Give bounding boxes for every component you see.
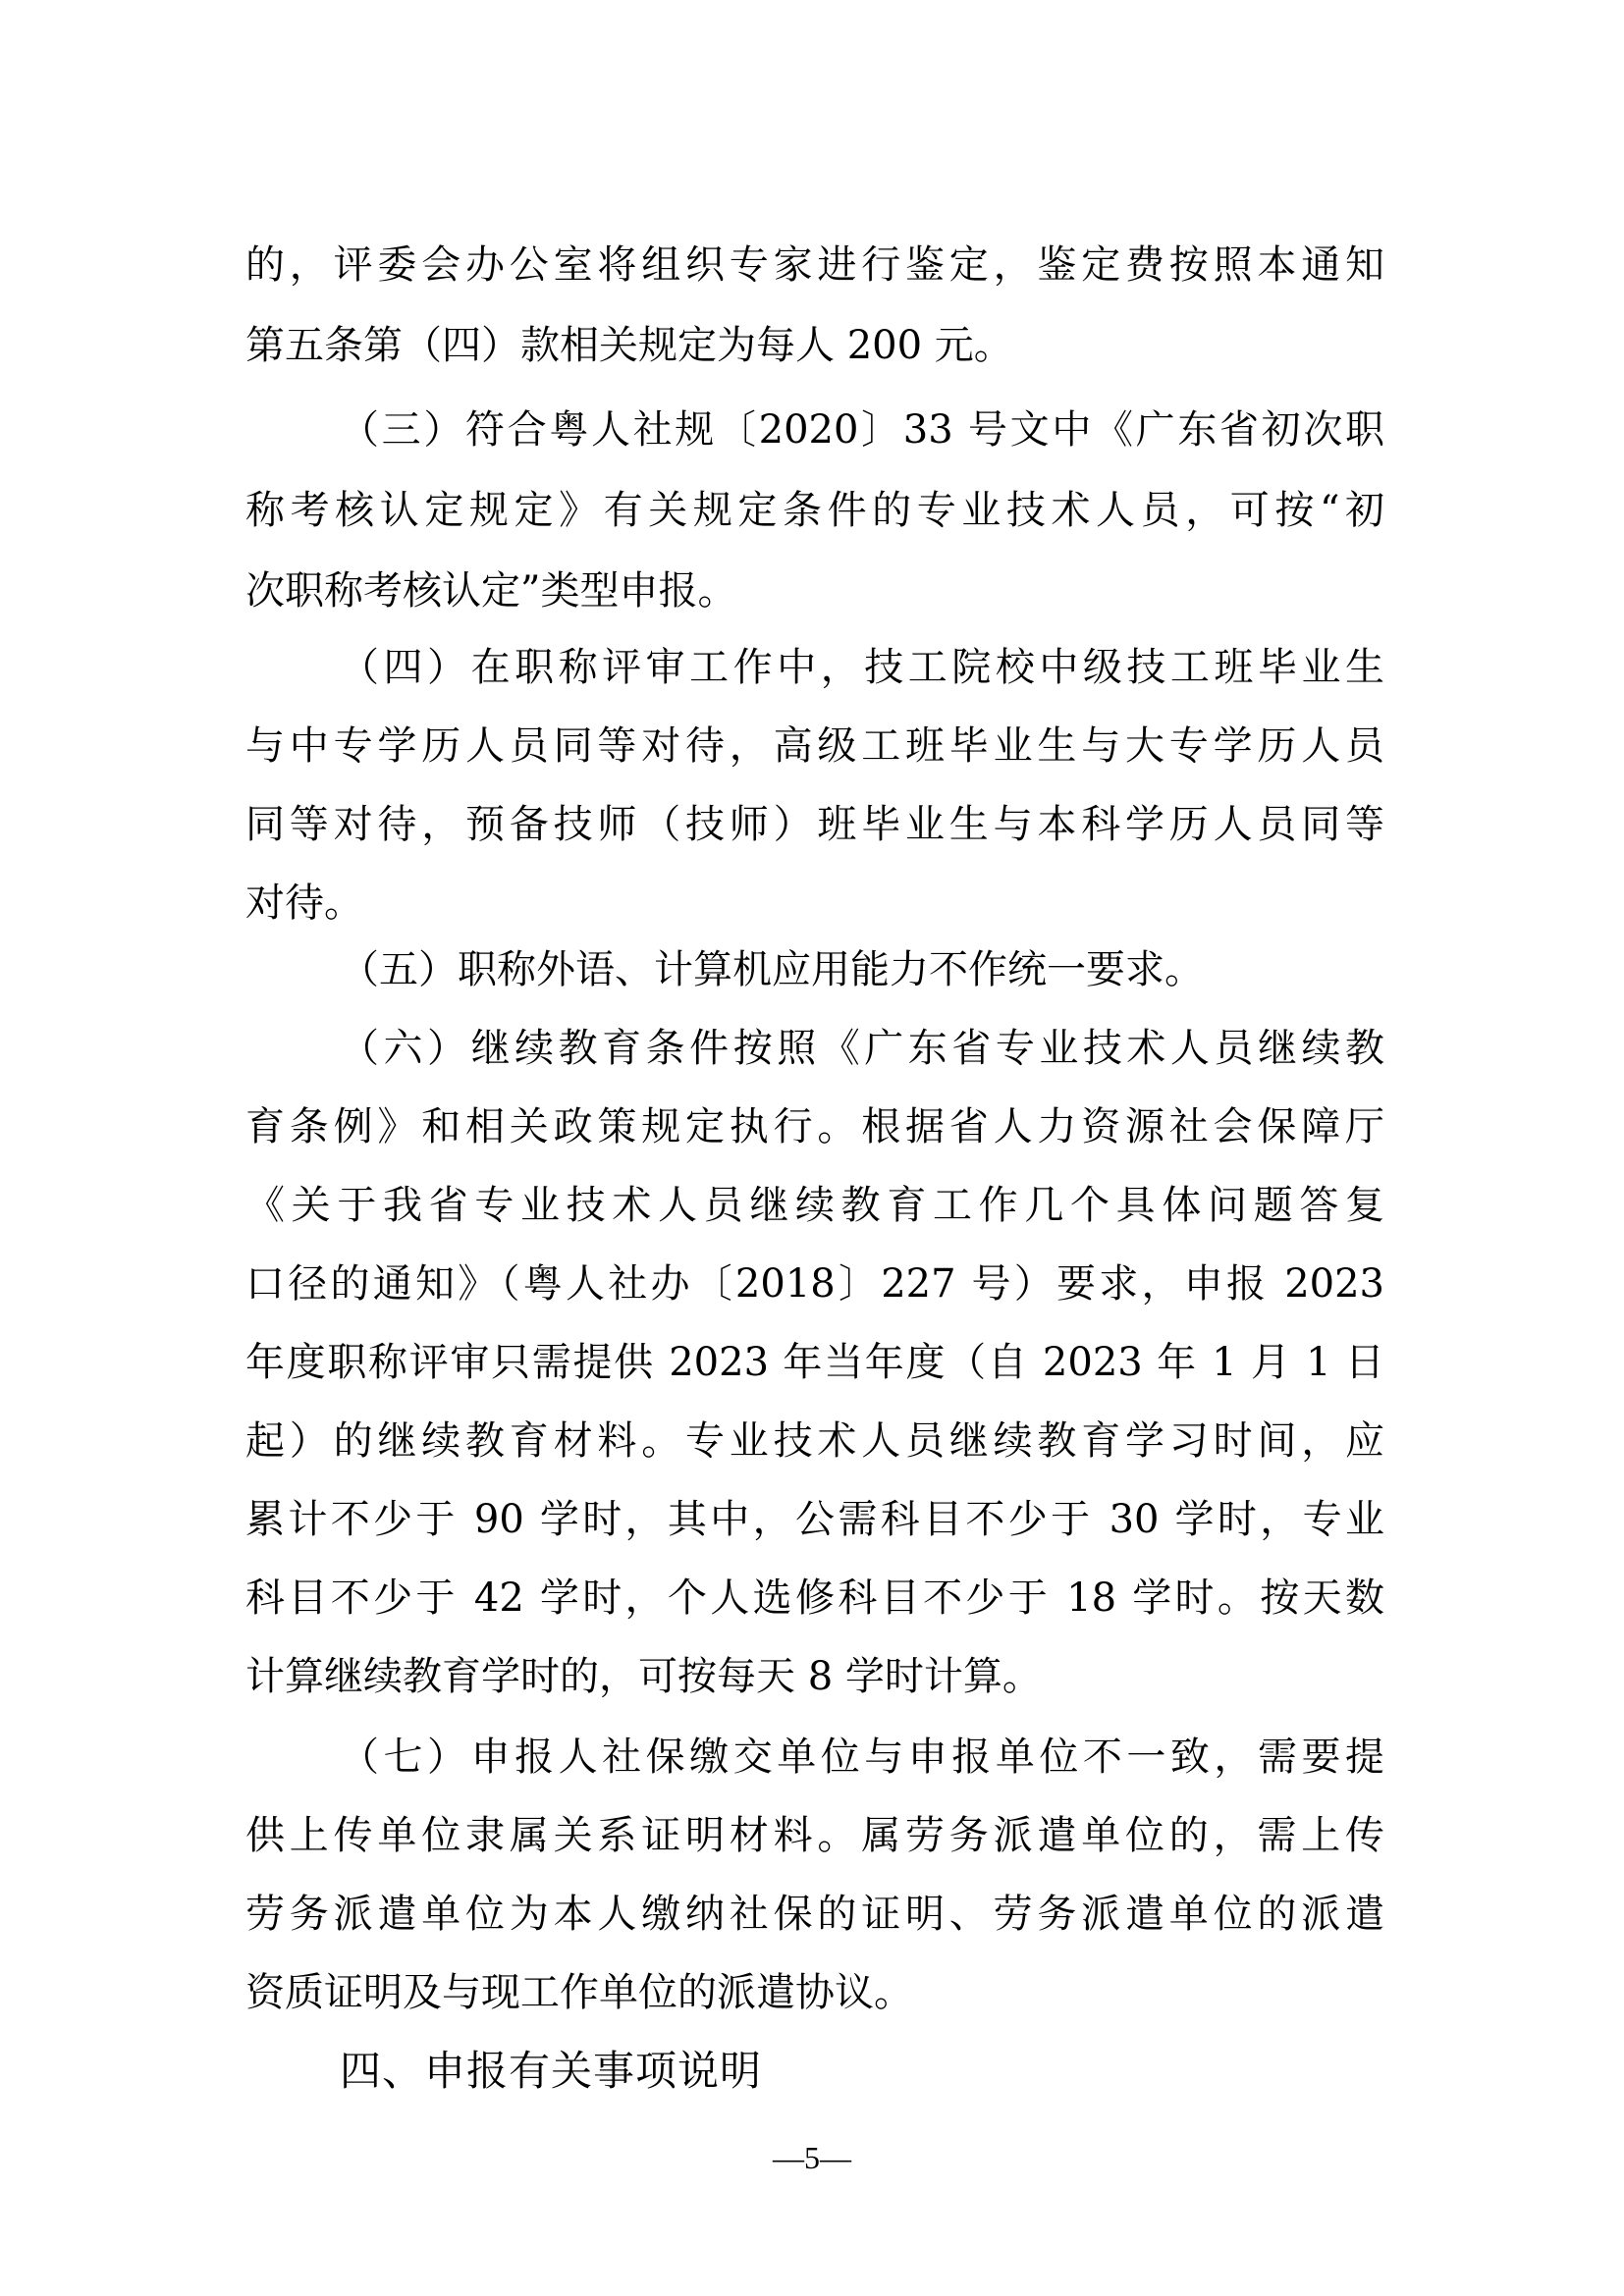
list-item-6-line: 科目不少于 42 学时，个人选修科目不少于 18 学时。按天数: [245, 1575, 1384, 1621]
list-item-6-line: 《关于我省专业技术人员继续教育工作几个具体问题答复: [245, 1183, 1384, 1228]
list-item-3-line: 称考核认定规定》有关规定条件的专业技术人员，可按“初: [245, 488, 1384, 533]
list-item-5-line: （五）职称外语、计算机应用能力不作统一要求。: [340, 947, 1204, 992]
page-number: —5—: [773, 2140, 851, 2175]
list-item-3-line: （三）符合粤人社规〔2020〕33 号文中《广东省初次职: [340, 407, 1384, 453]
list-item-6-line: 育条例》和相关政策规定执行。根据省人力资源社会保障厅: [245, 1104, 1384, 1149]
list-item-4-line: 对待。: [245, 881, 363, 926]
section-heading: 四、申报有关事项说明: [340, 2047, 763, 2095]
list-item-6-line: 起）的继续教育材料。专业技术人员继续教育学习时间，应: [245, 1418, 1384, 1464]
list-item-4-line: （四）在职称评审工作中，技工院校中级技工班毕业生: [340, 645, 1384, 690]
list-item-6-line: 年度职称评审只需提供 2023 年当年度（自 2023 年 1 月 1 日: [245, 1340, 1384, 1385]
list-item-4-line: 与中专学历人员同等对待，高级工班毕业生与大专学历人员: [245, 723, 1384, 769]
list-item-6-line: （六）继续教育条件按照《广东省专业技术人员继续教: [340, 1026, 1384, 1071]
list-item-3-line: 次职称考核认定”类型申报。: [245, 568, 737, 614]
list-item-7-line: 供上传单位隶属关系证明材料。属劳务派遣单位的，需上传: [245, 1813, 1384, 1858]
list-item-6-line: 累计不少于 90 学时，其中，公需科目不少于 30 学时，专业: [245, 1497, 1384, 1542]
paragraph-line: 的，评委会办公室将组织专家进行鉴定，鉴定费按照本通知: [245, 242, 1384, 288]
list-item-7-line: （七）申报人社保缴交单位与申报单位不一致，需要提: [340, 1735, 1384, 1780]
list-item-6-line: 计算继续教育学时的，可按每天 8 学时计算。: [245, 1654, 1042, 1699]
list-item-7-line: 劳务派遣单位为本人缴纳社保的证明、劳务派遣单位的派遣: [245, 1892, 1384, 1937]
list-item-4-line: 同等对待，预备技师（技师）班毕业生与本科学历人员同等: [245, 802, 1384, 847]
list-item-6-line: 口径的通知》（粤人社办〔2018〕227 号）要求，申报 2023: [245, 1261, 1384, 1307]
list-item-7-line: 资质证明及与现工作单位的派遣协议。: [245, 1970, 913, 2015]
paragraph-line: 第五条第（四）款相关规定为每人 200 元。: [245, 323, 1013, 368]
